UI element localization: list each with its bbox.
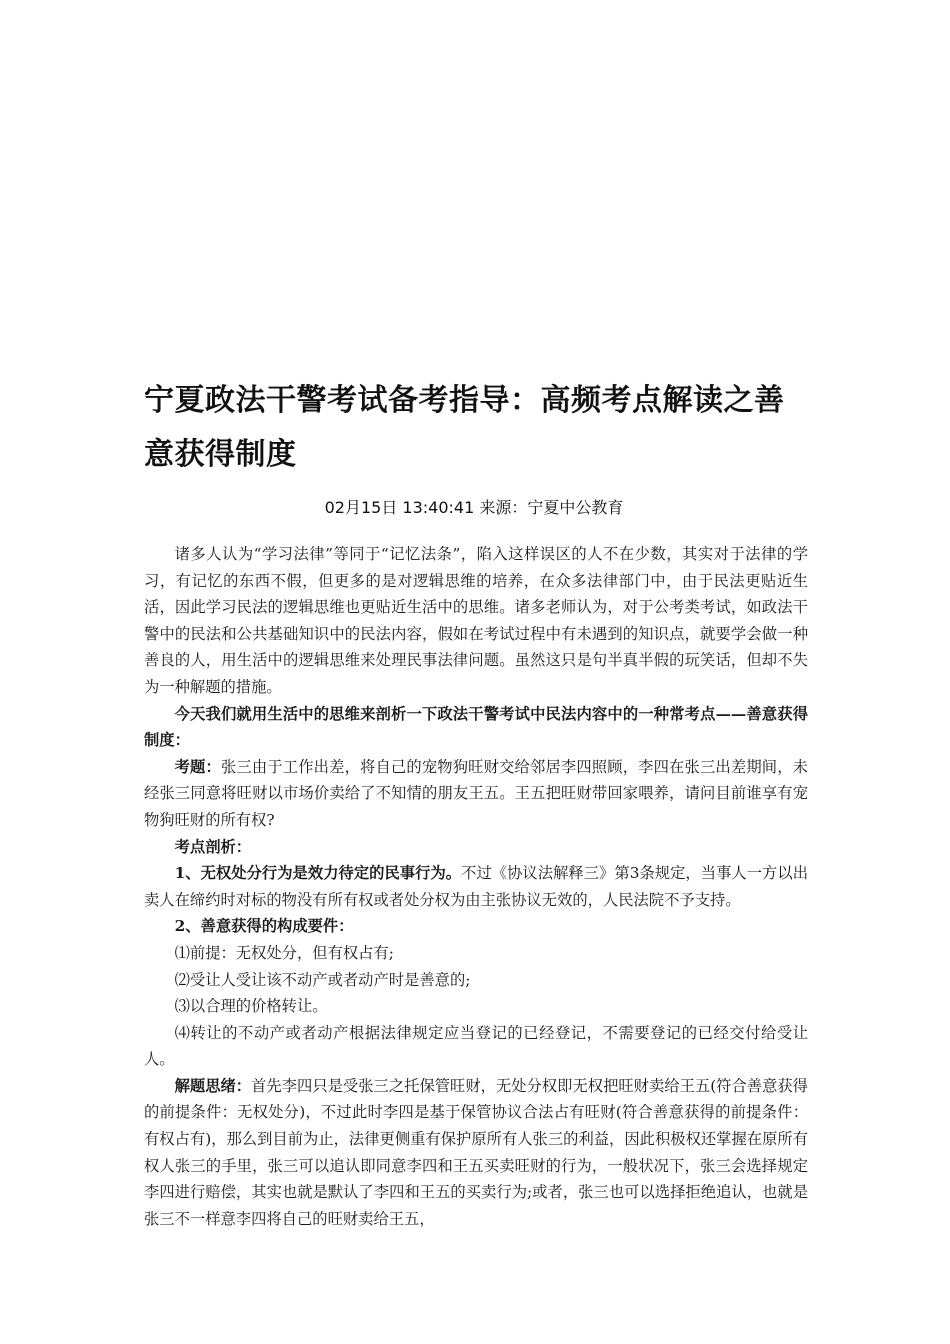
article-body: [144, 541, 808, 1232]
question-paragraph: [144, 754, 808, 834]
lead-paragraph: 今天我们就用生活中的思维来剖析一下政法干警考试中民法内容中的一种常考点——善意获得制度：: [144, 704, 808, 750]
condition-item: ⑶以合理的价格转让。: [174, 997, 328, 1016]
solution-paragraph: [144, 1073, 808, 1233]
condition-item: ⑷转让的不动产或者动产根据法律规定应当登记的已经登记，不需要登记的已经交付给受让人。: [144, 1023, 808, 1069]
condition-item: ⑴前提：无权处分，但有权占有;: [174, 943, 394, 962]
question-label: 考题：: [174, 757, 221, 776]
condition-item: ⑵受让人受让该不动产或者动产时是善意的;: [174, 970, 471, 989]
article-title: 宁夏政法干警考试备考指导：高频考点解读之善意获得制度: [144, 383, 785, 472]
point-1-paragraph: [144, 860, 808, 913]
point-1-text: 不过《协议法解释三》第3条规定，当事人一方以出卖人在缔约时对标的物没有所有权或者处分权为由主张协议无效的，人民法院不予支持。: [144, 864, 809, 909]
intro-paragraph: 诸多人认为“学习法律”等同于“记忆法条”，陷入这样误区的人不在少数，其实对于法律的学习，有记忆的东西不假，但更多的是对逻辑思维的培养，在众多法律部门中，由于民法更贴近生活，因此学习民法的逻辑思维也更贴近生活中的思维。诸多老师认为，对于公考类考试，如政法干警中的民法和公共基础知识中的民法内容，假如在考试过程中有未遇到的知识点，就要学会做一种善良的人，用生活中的逻辑思维来处理民事法律问题。虽然这只是句半真半假的玩笑话，但却不失为一种解题的措施。: [144, 545, 808, 696]
article-meta: 02月15日 13:40:41 来源：宁夏中公教育: [324, 498, 624, 517]
point-2-heading: 2、善意获得的构成要件：: [174, 917, 354, 936]
solution-text: 首先李四只是受张三之托保管旺财，无处分权即无权把旺财卖给王五(符合善意获得的前提条件：无权处分)，不过此时李四是基于保管协议合法占有旺财(符合善意获得的前提条件：有权占有)，那么到目前为止，法律更侧重有保护原所有人张三的利益，因此积极权还掌握在原所有权人张三的手里，张三可以追认即同意李四和王五买卖旺财的行为，一般状况下，张三会选择规定李四进行赔偿，其实也就是默认了李四和王五的买卖行为;或者，张三也可以选择拒绝追认，也就是张三不一样意李四将自己的旺财卖给王五，: [144, 1076, 808, 1228]
point-1-label: 1、无权处分行为是效力待定的民事行为。: [174, 864, 462, 883]
analysis-heading: 考点剖析：: [174, 837, 252, 856]
solution-label: 解题思绪：: [174, 1076, 252, 1095]
question-text: 张三由于工作出差，将自己的宠物狗旺财交给邻居李四照顾，李四在张三出差期间，未经张三同意将旺财以市场价卖给了不知情的朋友王五。王五把旺财带回家喂养，请问目前谁享有宠物狗旺财的所有权?: [144, 757, 808, 829]
